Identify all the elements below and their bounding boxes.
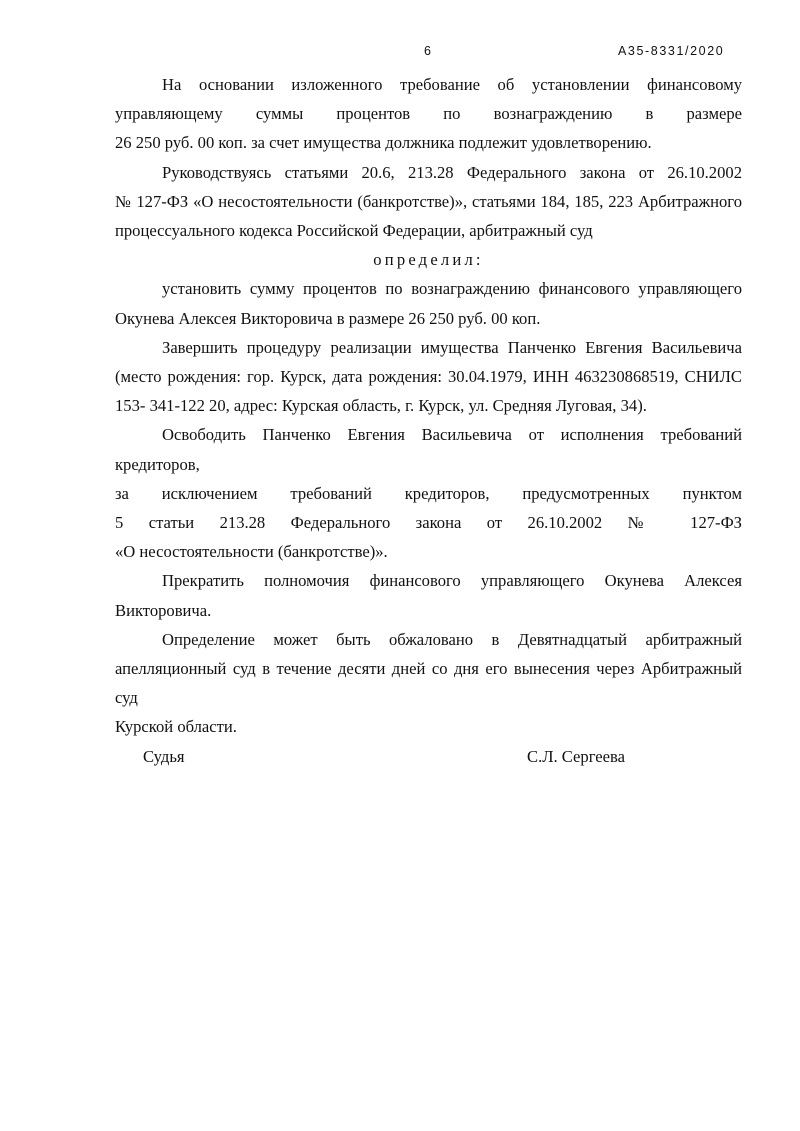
text-line: 26 250 руб. 00 коп. за счет имущества должника подлежит удовлетворению. xyxy=(115,133,652,153)
page-header xyxy=(0,44,800,64)
text-line: Курской области. xyxy=(115,717,237,737)
judge-title: Судья xyxy=(143,746,185,766)
text-line: Окунева Алексея Викторовича в размере 26 250 руб. 00 коп. xyxy=(115,308,541,328)
paragraph-conclusion xyxy=(115,70,742,158)
paragraph-legal-basis xyxy=(115,158,742,246)
paragraph-appeal xyxy=(115,625,742,742)
signature-block xyxy=(115,742,742,771)
text-line: управляющему суммы процентов по вознаграждению в размере xyxy=(115,104,742,124)
text-line: 153- 341-122 20, адрес: Курская область, г. Курск, ул. Средняя Луговая, 34). xyxy=(115,396,647,416)
paragraph-terminate-powers xyxy=(115,566,742,624)
text-line: (место рождения: гор. Курск, дата рождения: 30.04.1979, ИНН 463230868519, СНИЛС xyxy=(115,367,742,387)
paragraph-complete-procedure xyxy=(115,333,742,421)
text-line: Викторовича. xyxy=(115,600,212,620)
text-line: Завершить процедуру реализации имущества Панченко Евгения Васильевича xyxy=(162,337,742,357)
text-line: за исключением требований кредиторов, предусмотренных пунктом xyxy=(115,483,742,503)
text-line: «О несостоятельности (банкротстве)». xyxy=(115,542,388,562)
paragraph-set-amount xyxy=(115,274,742,332)
text-line: Определение может быть обжаловано в Девятнадцатый арбитражный xyxy=(162,629,742,649)
document-body xyxy=(115,70,742,771)
text-line: Руководствуясь статьями 20.6, 213.28 Федерального закона от 26.10.2002 xyxy=(162,162,742,182)
text-line: апелляционный суд в течение десяти дней со дня его вынесения через Арбитражный суд xyxy=(115,659,742,708)
text-line: Освободить Панченко Евгения Васильевича от исполнения требований кредиторов, xyxy=(115,425,742,474)
text-line: процессуального кодекса Российской Федерации, арбитражный суд xyxy=(115,221,593,241)
judge-name: С.Л. Сергеева xyxy=(527,746,625,766)
case-number: А35-8331/2020 xyxy=(618,44,725,58)
text-line: установить сумму процентов по вознаграждению финансового управляющего xyxy=(162,279,742,299)
paragraph-release-debtor xyxy=(115,420,742,566)
decision-heading: определил: xyxy=(373,250,484,270)
text-line: Прекратить полномочия финансового управляющего Окунева Алексея xyxy=(162,571,742,591)
page-number: 6 xyxy=(424,44,431,58)
text-line: 5 статьи 213.28 Федерального закона от 26.10.2002 № 127-ФЗ xyxy=(115,513,742,533)
text-line: № 127-ФЗ «О несостоятельности (банкротстве)», статьями 184, 185, 223 Арбитражного xyxy=(115,191,742,211)
text-line: На основании изложенного требование об установлении финансовому xyxy=(162,75,742,94)
